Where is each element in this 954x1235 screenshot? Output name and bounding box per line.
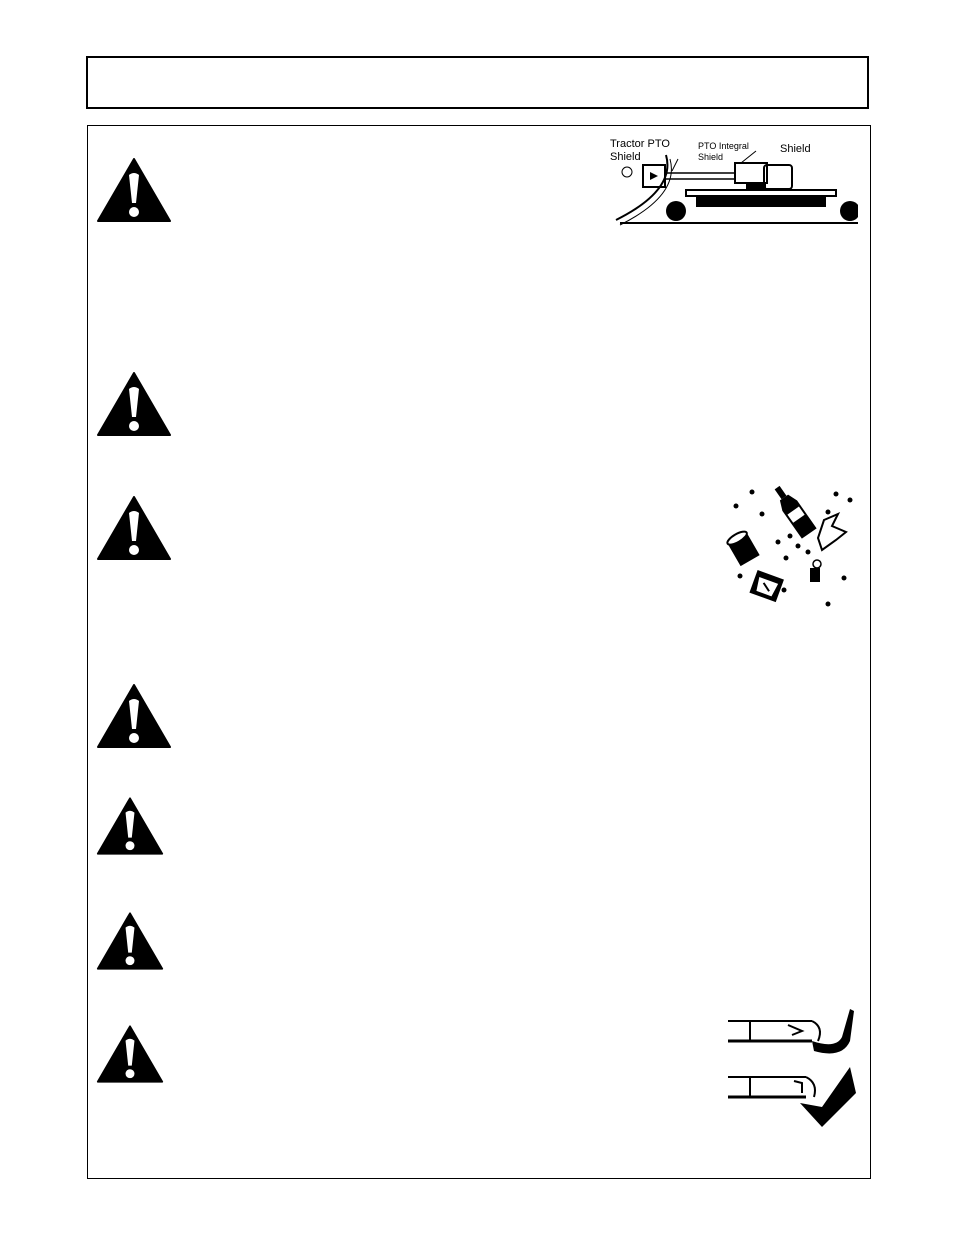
thrown-debris-icon [724, 480, 858, 612]
warning-triangle-icon [96, 371, 172, 437]
warning-triangle-icon [96, 793, 164, 859]
warning-triangle-icon [96, 495, 172, 561]
warning-triangle-icon [96, 908, 164, 974]
pto-shield-diagram [606, 135, 858, 227]
label-pto-integral: PTO Integral [698, 141, 749, 151]
page-header-box [86, 56, 869, 109]
warning-triangle-icon [96, 1021, 164, 1087]
warning-triangle-icon [96, 683, 172, 749]
blade-wear-icon [726, 1007, 856, 1129]
label-shield-small: Shield [698, 152, 724, 162]
label-shield-left: Shield [610, 151, 641, 163]
label-shield-right: Shield [780, 143, 811, 155]
label-tractor-pto: Tractor PTO [610, 138, 670, 150]
warning-triangle-icon [96, 157, 172, 223]
